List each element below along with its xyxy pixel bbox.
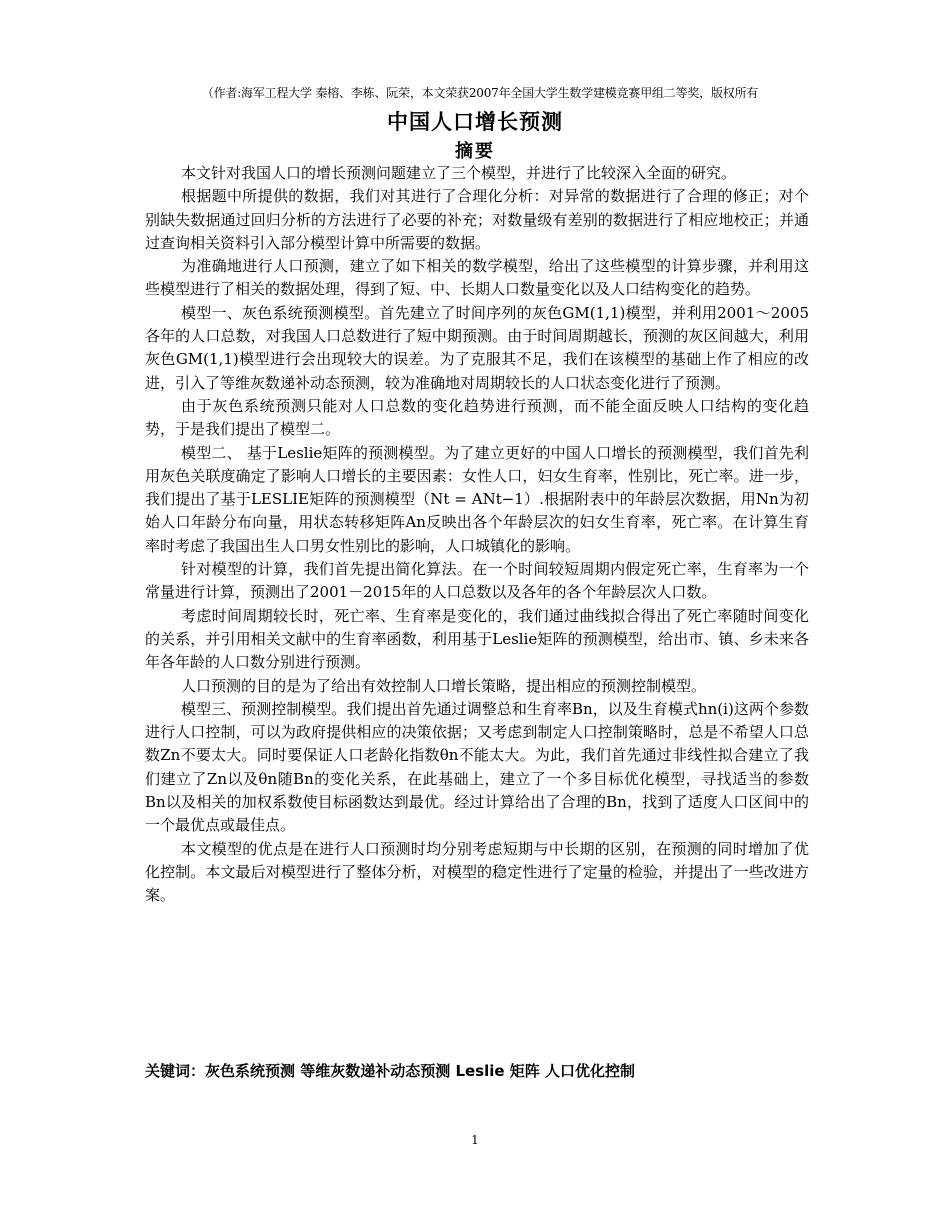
abstract-paragraph: 模型三、预测控制模型。我们提出首先通过调整总和生育率Bn，以及生育模式hn(i)这两个参数进行人口控制，可以为政府提供相应的决策依据；又考虑到制定人口控制策略时，总是不希望人口总数Zn不要太大。同时要保证人口老龄化指数θn不能太大。为此，我们首先通过非线性拟合建立了我们建立了Zn以及θn随Bn的变化关系，在此基础上，建立了一个多目标优化模型，寻找适当的参数Bn以及相关的加权系数使目标函数达到最优。经过计算给出了合理的Bn，找到了适度人口区间中的一个最优点或最佳点。 (145, 699, 809, 835)
abstract-paragraph: 考虑时间周期较长时，死亡率、生育率是变化的，我们通过曲线拟合得出了死亡率随时间变化的关系，并引用相关文献中的生育率函数，利用基于Leslie矩阵的预测模型，给出市、镇、乡未来各年各年龄的人口数分别进行预测。 (145, 606, 809, 672)
abstract-body (145, 162, 809, 908)
abstract-paragraph: 人口预测的目的是为了给出有效控制人口增长策略，提出相应的预测控制模型。 (181, 676, 707, 695)
abstract-paragraph: 由于灰色系统预测只能对人口总数的变化趋势进行预测，而不能全面反映人口结构的变化趋势，于是我们提出了模型二。 (145, 396, 809, 439)
abstract-paragraph: 针对模型的计算，我们首先提出简化算法。在一个时间较短周期内假定死亡率，生育率为一个常量进行计算，预测出了2001－2015年的人口总数以及各年的各个年龄层次人口数。 (145, 560, 809, 602)
abstract-paragraph: 本文针对我国人口的增长预测问题建立了三个模型，并进行了比较深入全面的研究。 (181, 164, 737, 182)
abstract-paragraph: 为准确地进行人口预测，建立了如下相关的数学模型，给出了这些模型的计算步骤，并利用这些模型进行了相关的数据处理，得到了短、中、长期人口数量变化以及人口结构变化的趋势。 (145, 257, 809, 299)
abstract-paragraph: 本文模型的优点是在进行人口预测时均分别考虑短期与中长期的区别，在预测的同时增加了优化控制。本文最后对模型进行了整体分析，对模型的稳定性进行了定量的检验，并提出了一些改进方案。 (145, 839, 809, 905)
page-number: 1 (471, 1133, 479, 1147)
paper-title: 中国人口增长预测 (387, 110, 563, 134)
abstract-heading: 摘要 (455, 141, 495, 162)
abstract-paragraph: 根据题中所提供的数据，我们对其进行了合理化分析：对异常的数据进行了合理的修正；对个别缺失数据通过回归分析的方法进行了必要的补充；对数量级有差别的数据进行了相应地校正；并通过查询相关资料引入部分模型计算中所需要的数据。 (145, 187, 809, 252)
abstract-paragraph: 模型二、 基于Leslie矩阵的预测模型。为了建立更好的中国人口增长的预测模型，我们首先利用灰色关联度确定了影响人口增长的主要因素：女性人口，妇女生育率，性别比，死亡率。进一步，我们提出了基于LESLIE矩阵的预测模型（Nt = ANt−1）.根据附表中的年龄层次数据，用Nn为初始人口年龄分布向量，用状态转移矩阵An反映出各个年龄层次的妇女生育率，死亡率。在计算生育率时考虑了我国出生人口男女性别比的影响，人口城镇化的影响。 (145, 443, 809, 555)
author-attribution: （作者:海军工程大学 秦榕、李栋、阮荣，本文荣获2007年全国大学生数学建模竞赛甲组二等奖，版权所有 (201, 86, 759, 100)
keywords-line: 关键词：灰色系统预测 等维灰数递补动态预测 Leslie 矩阵 人口优化控制 (145, 1062, 636, 1080)
abstract-paragraph: 模型一、灰色系统预测模型。首先建立了时间序列的灰色GM(1,1)模型，并利用2001～2005各年的人口总数，对我国人口总数进行了短中期预测。由于时间周期越长，预测的灰区间越大，利用灰色GM(1,1)模型进行会出现较大的误差。为了克服其不足，我们在该模型的基础上作了相应的改进，引入了等维灰数递补动态预测，较为准确地对周期较长的人口状态变化进行了预测。 (145, 303, 809, 392)
